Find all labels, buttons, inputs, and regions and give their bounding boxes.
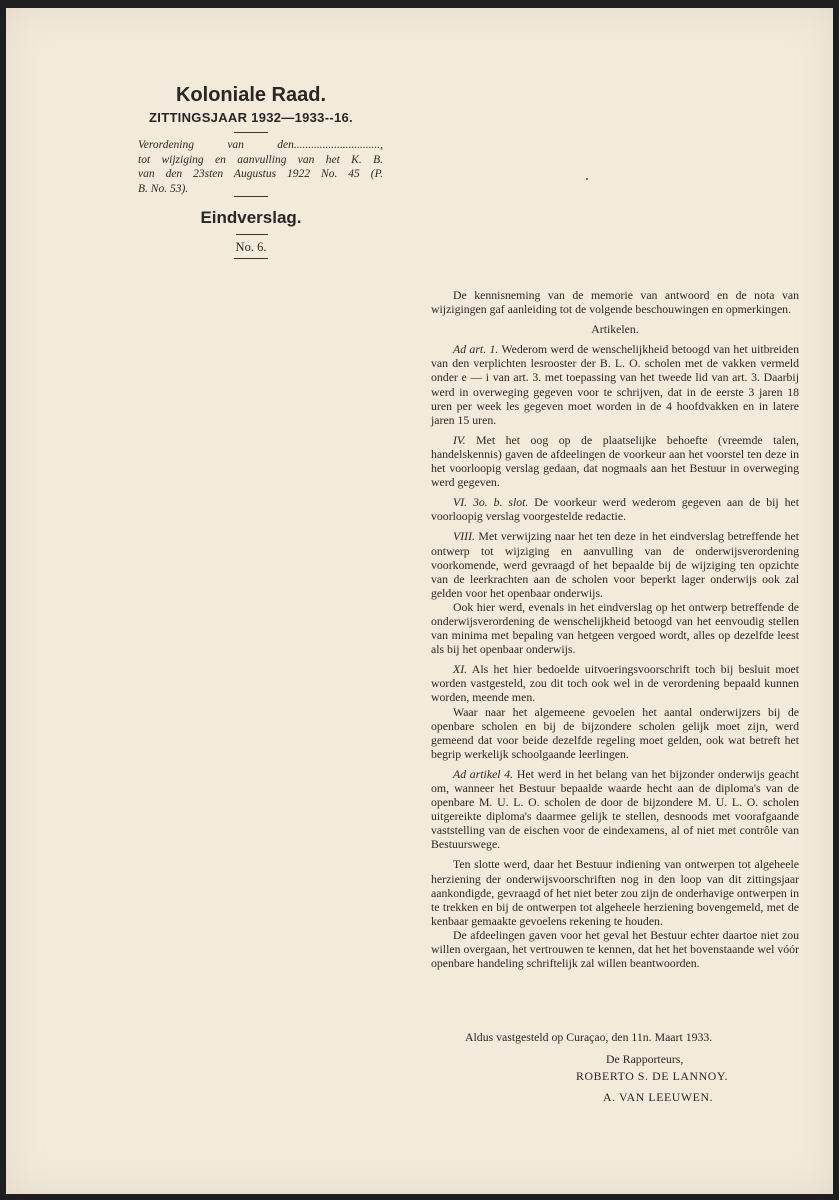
rapporteurs-label: De Rapporteurs, [606,1052,684,1066]
article-label: Ad art. 1. [453,342,499,357]
session-year: ZITTINGSJAAR 1932—1933--16. [149,110,353,125]
article-text: De voorkeur werd wederom gegeven aan de bij het voorloopig verslag voorgestelde redactie. [431,495,799,524]
report-body [431,288,799,976]
article-text: Met het oog op de plaatselijke behoefte (vreemde talen, handelskennis) gaven de afdeelingen de voorkeur aan het voorstel ten deze in het voorloopig verslag gedaan, dat nogmaals aan het Bestuur in overweging werd gegeven. [431,432,799,490]
article-1-paragraph [431,342,799,427]
paper-speck [586,178,588,180]
ordinance-subject [138,138,383,196]
rapporteur-name: A. VAN LEEUWEN. [603,1090,714,1104]
document-page [6,8,833,1194]
article-4-paragraph [431,767,799,852]
report-number: No. 6. [235,240,267,254]
rapporteur-name: ROBERTO S. DE LANNOY. [576,1069,729,1083]
article-viii-paragraph [431,529,799,599]
article-xi-paragraph-2: Waar naar het algemeene gevoelen het aantal onderwijzers bij de openbare scholen en bij de bijzondere scholen gelijk moet zijn, werd gemeend dat voor beide dezelfde regeling moet gelden, ook wat betreft het begrip werkelijk schoolgaande leerlingen. [431,704,799,761]
article-label: VIII. [453,529,475,544]
article-label: XI. [453,662,468,677]
divider [234,258,268,259]
divider [234,132,268,133]
articles-heading: Artikelen. [591,322,639,337]
closing-paragraph-2: De afdeelingen gaven voor het geval het Bestuur echter daartoe niet zou willen overgaan, het vertrouwen te kennen, dat het het bovenstaande wel vóór openbare handeling schriftelijk zal willen beantwoorden. [431,927,799,971]
divider [236,234,268,235]
article-text: Het werd in het belang van het bijzonder onderwijs geacht om, wanneer het Bestuur bepaalde waarde hecht aan de diploma's van de openbare M. U. L. O. scholen de door de bijzondere M. U. L. O. scholen uitgereikte diploma's daarmee gelijk te stellen, desnoods met voorafgaande vaststelling van de eischen voor de eindexamens, al of niet met contrôle van Bestuurswege. [431,766,800,852]
article-text: Met verwijzing naar het ten deze in het eindverslag betreffende het ontwerp tot wijziging en aanvulling van de onderwijsverordening voorkomende, werd gevraagd of het bepaalde bij de wijziging ten opzichte van de leerkrachten aan de scholen voor beperkt lager onderwijs ook zal gelden voor het openbaar onderwijs. [431,529,800,600]
divider [234,196,268,197]
article-label: Ad artikel 4. [453,766,514,781]
closing-paragraph: Ten slotte werd, daar het Bestuur indiening van ontwerpen tot algeheele herziening der onderwijsvoorschriften nog in den loop van dit zittingsjaar aankondigde, gevraagd of het niet beter zou zijn de onderhavige ontwerpen in te trekken en bij de ontwerpen tot algeheele herziening bovengemeld, met de kenbaar gemaakte gevoelens rekening te houden. [431,857,799,928]
ordinance-line: B. No. 53). [138,182,189,195]
intro-paragraph: De kennisneming van de memorie van antwoord en de nota van wijzigingen gaf aanleiding tot de volgende beschouwingen en opmerkingen. [431,288,799,317]
council-title: Koloniale Raad. [175,84,327,106]
article-xi-paragraph [431,662,799,704]
article-text: Als het hier bedoelde uitvoeringsvoorschrift toch bij besluit moet worden vastgesteld, zou dit toch ook wel in de verordening bepaald kunnen worden, meende men. [431,662,799,705]
article-iv-paragraph [431,433,799,489]
article-vi-paragraph [431,495,799,523]
ordinance-line: tot wijziging en aanvulling van het K. B. [138,153,383,166]
ordinance-line: Verordening van den.............................., [138,139,383,151]
adoption-date: Aldus vastgesteld op Curaçao, den 11n. Maart 1933. [465,1030,713,1044]
ordinance-line: van den 23sten Augustus 1922 No. 45 (P. [138,168,383,180]
article-viii-paragraph-2: Ook hier werd, evenals in het eindverslag op het ontwerp betreffende de onderwijsverordening de wenschelijkheid betoogd van het eenvoudig stellen van minima met bepaling van hetgeen vergoed wordt, alles op dezelfde leest als bij het openbaar onderwijs. [431,599,799,657]
article-label: VI. 3o. b. slot. [453,495,529,510]
report-title: Eindverslag. [200,208,302,227]
article-text: Wederom werd de wenschelijkheid betoogd van het uitbreiden van den verplichten lesrooster der B. L. O. scholen met de vakken vermeld onder e — i van art. 3. met toepassing van het tweede lid van art. 3. Daarbij werd in overweging gegeven voor te schrijven, dat in de eerste 3 jaren 18 uren per week les gegeven moet worden in de 4 hoofdvakken en in latere jaren 15 uren. [431,342,799,427]
article-label: IV. [453,432,466,447]
